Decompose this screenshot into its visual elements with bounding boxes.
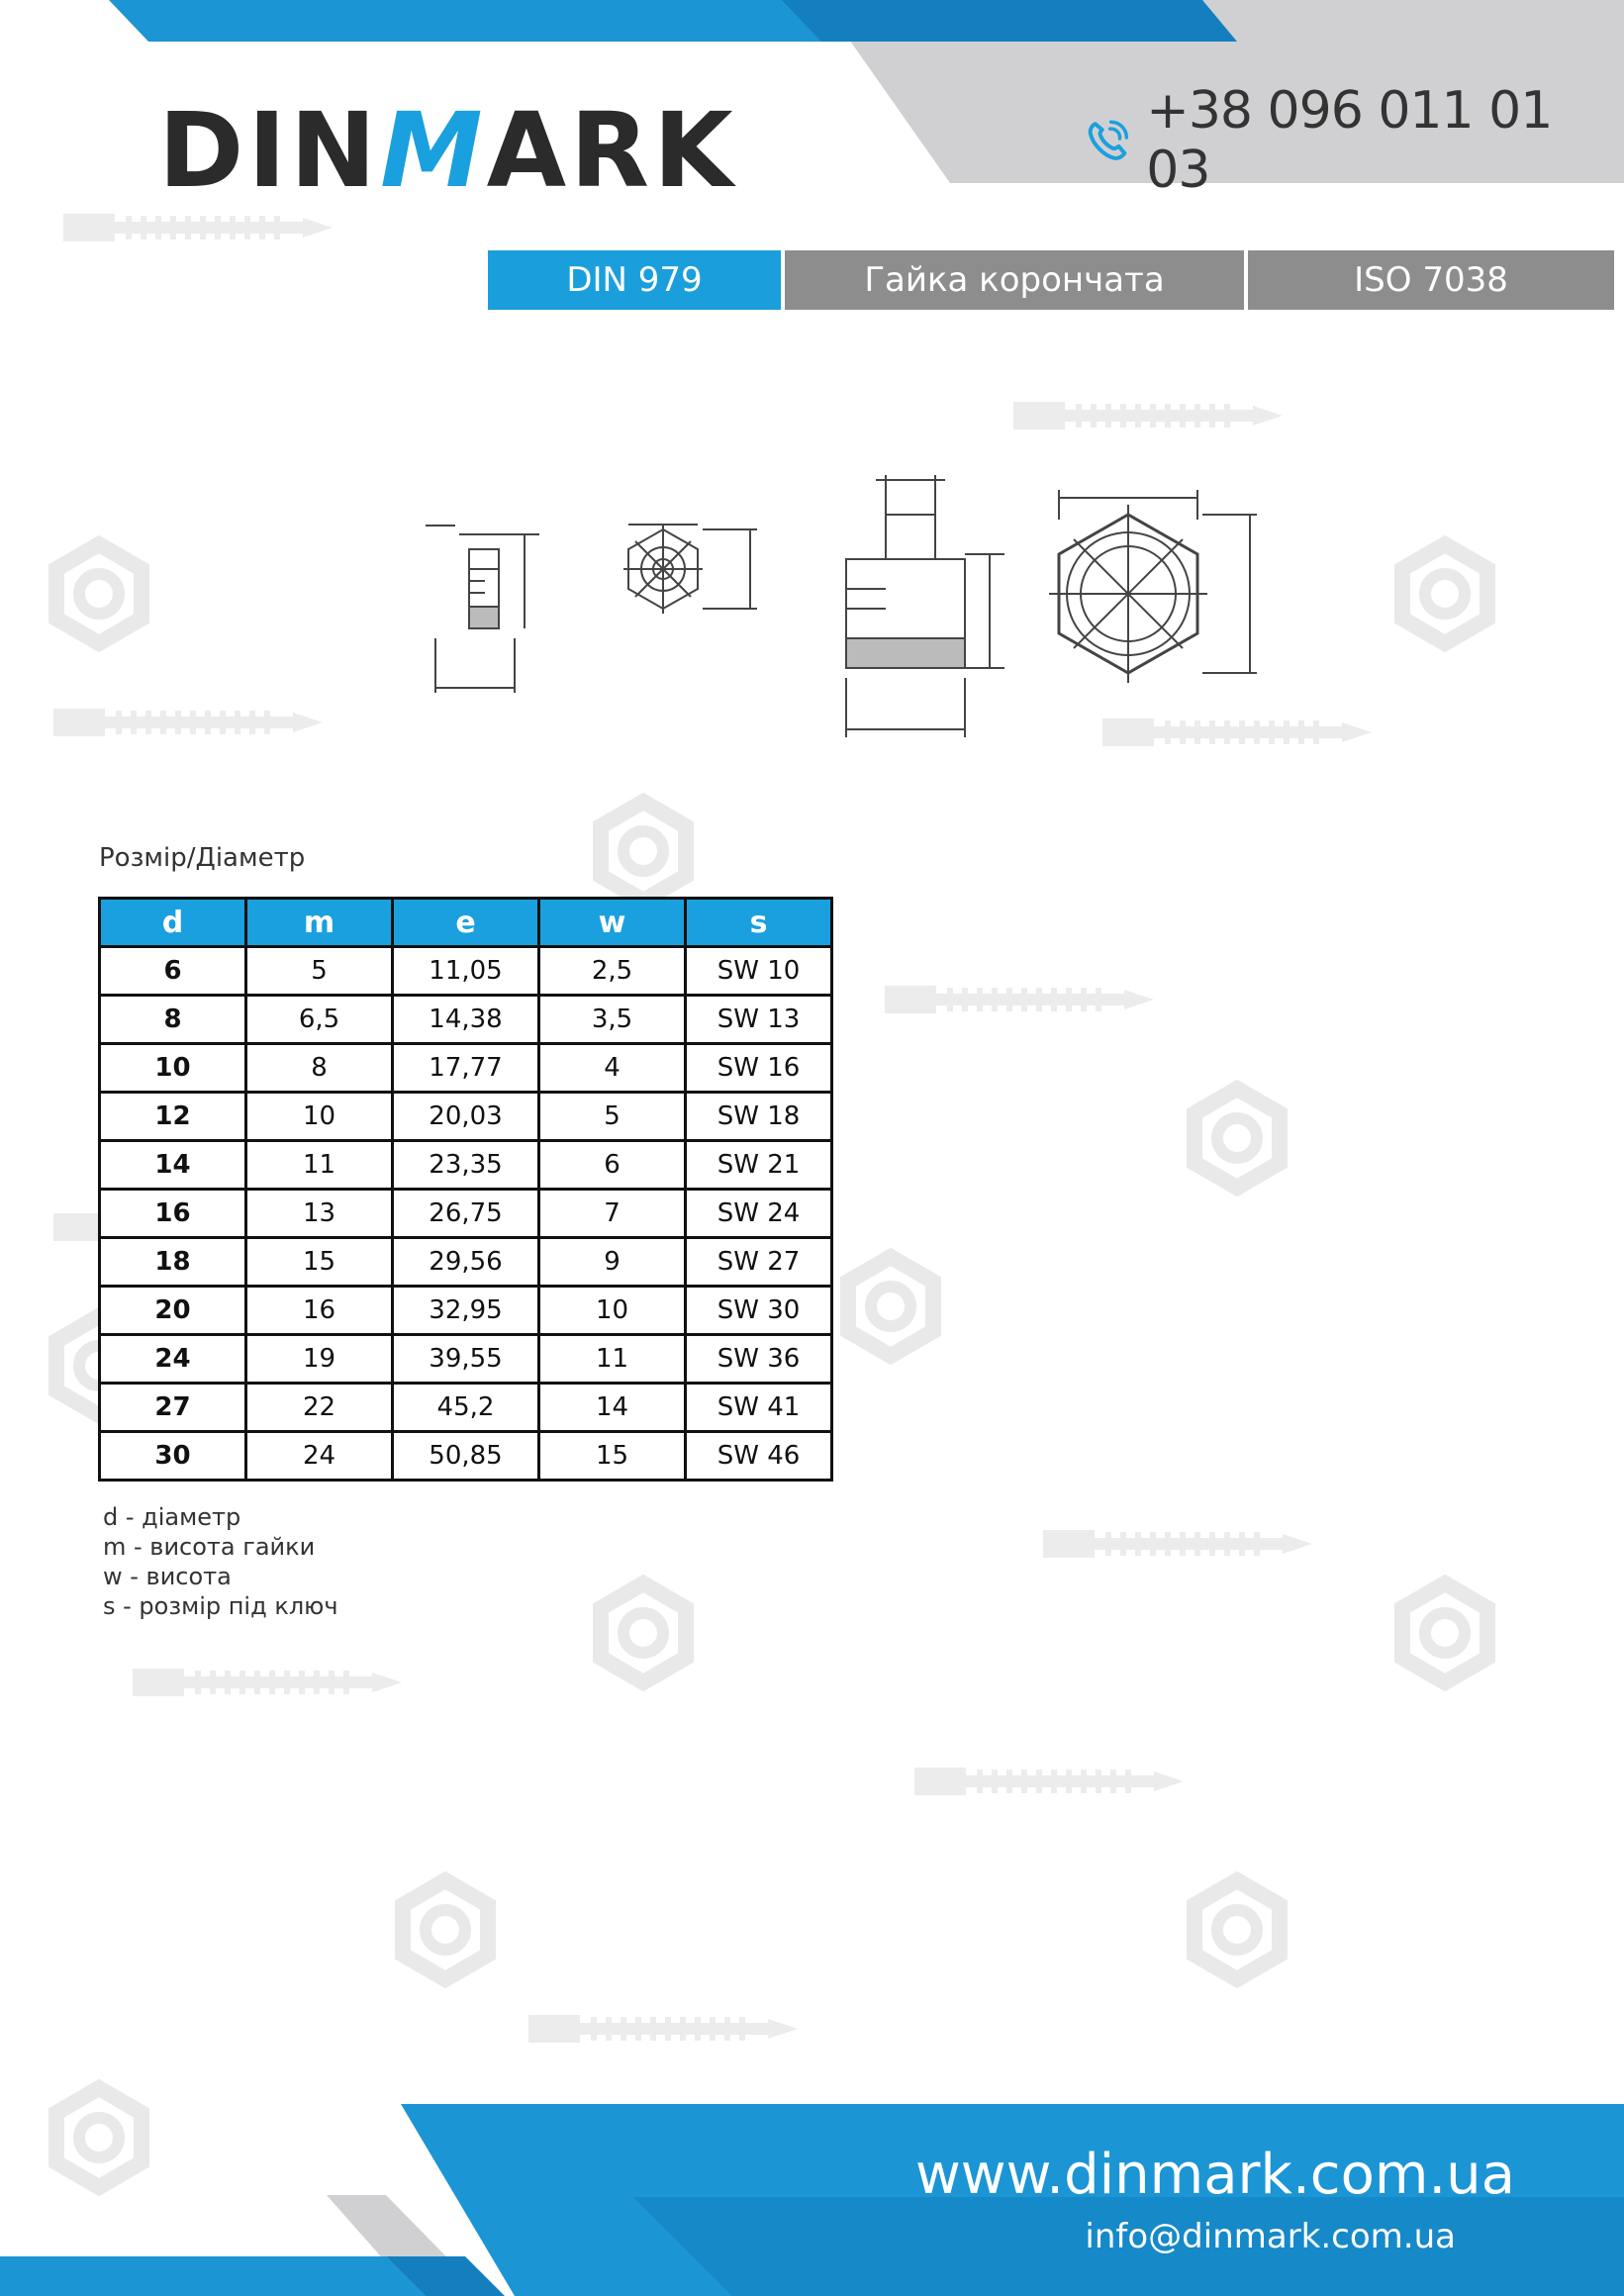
cell-e: 50,85 xyxy=(393,1432,539,1481)
cell-e: 23,35 xyxy=(393,1141,539,1190)
legend xyxy=(103,1502,338,1621)
website-link[interactable]: www.dinmark.com.ua xyxy=(915,2143,1515,2207)
cell-s: SW 27 xyxy=(686,1238,832,1287)
cell-s: SW 10 xyxy=(686,947,832,996)
cell-d: 10 xyxy=(100,1044,246,1093)
table-row xyxy=(100,996,832,1044)
cell-w: 3,5 xyxy=(539,996,686,1044)
cell-m: 22 xyxy=(246,1384,393,1432)
cell-d: 20 xyxy=(100,1287,246,1335)
cell-d: 14 xyxy=(100,1141,246,1190)
table-row xyxy=(100,1141,832,1190)
cell-m: 16 xyxy=(246,1287,393,1335)
logo-suffix: ARK xyxy=(486,90,737,211)
cell-e: 32,95 xyxy=(393,1287,539,1335)
cell-s: SW 13 xyxy=(686,996,832,1044)
cell-m: 10 xyxy=(246,1093,393,1141)
cell-e: 20,03 xyxy=(393,1093,539,1141)
legend-item-w: w - висота xyxy=(103,1563,232,1590)
email-link[interactable]: info@dinmark.com.ua xyxy=(1085,2217,1456,2256)
title-bar xyxy=(488,250,1614,310)
cell-s: SW 41 xyxy=(686,1384,832,1432)
logo-m: M xyxy=(380,90,487,211)
cell-s: SW 24 xyxy=(686,1190,832,1238)
table-row xyxy=(100,1044,832,1093)
cell-w: 6 xyxy=(539,1141,686,1190)
top-view-large xyxy=(1049,490,1257,683)
table-header-row xyxy=(100,899,832,947)
iso-code: ISO 7038 xyxy=(1248,250,1614,310)
column-header-w: w xyxy=(539,899,686,947)
cell-d: 18 xyxy=(100,1238,246,1287)
dinmark-logo xyxy=(158,90,737,211)
cell-e: 11,05 xyxy=(393,947,539,996)
phone-icon xyxy=(1084,116,1132,165)
top-view-small xyxy=(623,525,757,614)
cell-s: SW 36 xyxy=(686,1335,832,1384)
cell-m: 13 xyxy=(246,1190,393,1238)
side-view-large xyxy=(846,475,1004,737)
table-row xyxy=(100,1384,832,1432)
cell-e: 14,38 xyxy=(393,996,539,1044)
cell-m: 8 xyxy=(246,1044,393,1093)
phone-contact[interactable] xyxy=(1084,81,1624,200)
logo-prefix: DIN xyxy=(158,90,381,211)
cell-m: 11 xyxy=(246,1141,393,1190)
cell-e: 45,2 xyxy=(393,1384,539,1432)
cell-s: SW 18 xyxy=(686,1093,832,1141)
column-header-m: m xyxy=(246,899,393,947)
cell-e: 17,77 xyxy=(393,1044,539,1093)
standard-code: DIN 979 xyxy=(488,250,781,310)
product-name: Гайка корончата xyxy=(785,250,1244,310)
table-row xyxy=(100,1432,832,1481)
cell-s: SW 16 xyxy=(686,1044,832,1093)
cell-d: 8 xyxy=(100,996,246,1044)
cell-d: 24 xyxy=(100,1335,246,1384)
technical-drawing xyxy=(416,470,1267,757)
cell-w: 2,5 xyxy=(539,947,686,996)
cell-w: 15 xyxy=(539,1432,686,1481)
cell-w: 14 xyxy=(539,1384,686,1432)
cell-d: 30 xyxy=(100,1432,246,1481)
cell-m: 5 xyxy=(246,947,393,996)
cell-e: 29,56 xyxy=(393,1238,539,1287)
table-row xyxy=(100,1287,832,1335)
cell-s: SW 30 xyxy=(686,1287,832,1335)
cell-w: 4 xyxy=(539,1044,686,1093)
legend-item-d: d - діаметр xyxy=(103,1503,241,1531)
cell-d: 12 xyxy=(100,1093,246,1141)
table-row xyxy=(100,947,832,996)
cell-d: 16 xyxy=(100,1190,246,1238)
cell-m: 15 xyxy=(246,1238,393,1287)
cell-d: 27 xyxy=(100,1384,246,1432)
cell-w: 10 xyxy=(539,1287,686,1335)
table-row xyxy=(100,1093,832,1141)
cell-w: 9 xyxy=(539,1238,686,1287)
column-header-s: s xyxy=(686,899,832,947)
cell-w: 7 xyxy=(539,1190,686,1238)
cell-m: 6,5 xyxy=(246,996,393,1044)
cell-e: 26,75 xyxy=(393,1190,539,1238)
phone-number: +38 096 011 01 03 xyxy=(1146,81,1553,200)
legend-item-m: m - висота гайки xyxy=(103,1533,316,1561)
column-header-d: d xyxy=(100,899,246,947)
table-row xyxy=(100,1335,832,1384)
legend-item-s: s - розмір під ключ xyxy=(103,1592,338,1620)
cell-s: SW 46 xyxy=(686,1432,832,1481)
cell-e: 39,55 xyxy=(393,1335,539,1384)
cell-w: 5 xyxy=(539,1093,686,1141)
table-row xyxy=(100,1190,832,1238)
cell-w: 11 xyxy=(539,1335,686,1384)
cell-s: SW 21 xyxy=(686,1141,832,1190)
side-view-small xyxy=(426,526,539,693)
dimensions-table xyxy=(98,897,833,1482)
cell-d: 6 xyxy=(100,947,246,996)
cell-m: 24 xyxy=(246,1432,393,1481)
column-header-e: e xyxy=(393,899,539,947)
table-caption: Розмір/Діаметр xyxy=(99,843,306,873)
table-row xyxy=(100,1238,832,1287)
cell-m: 19 xyxy=(246,1335,393,1384)
